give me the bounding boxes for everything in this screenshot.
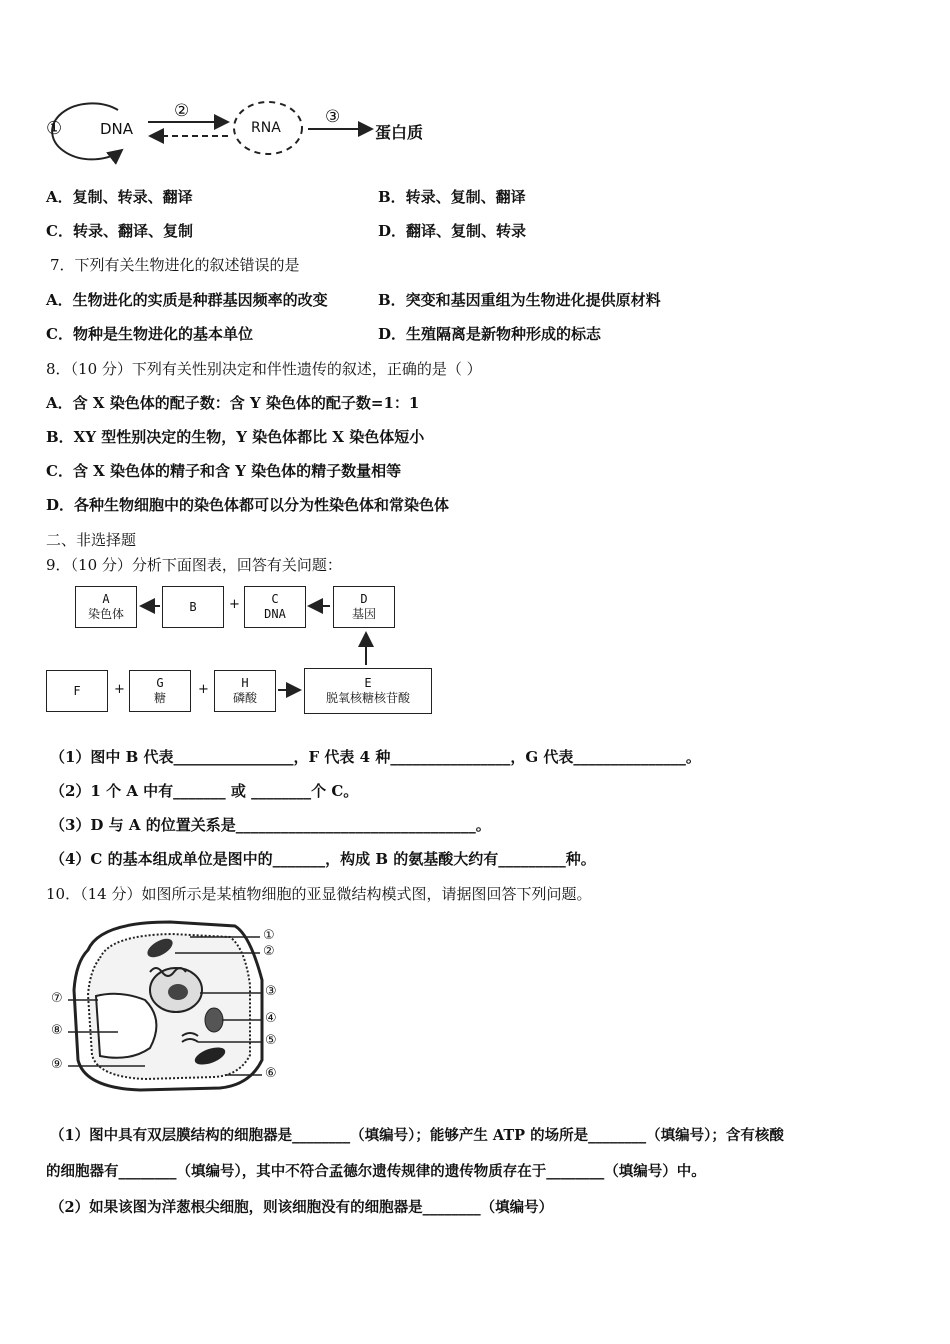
q8-option-a: A．含 X 染色体的配子数：含 Y 染色体的配子数=1：1 [46,394,420,412]
cell-label-3: ③ [265,984,277,999]
q6-option-b: B．转录、复制、翻译 [378,188,526,206]
cell-label-9: ⑨ [51,1057,63,1072]
cell-label-7: ⑦ [51,991,63,1006]
q7-option-c: C．物种是生物进化的基本单位 [46,325,253,343]
section-heading: 二、非选择题 [46,531,137,549]
q8-option-d: D．各种生物细胞中的染色体都可以分为性染色体和常染色体 [46,496,450,514]
cell-label-5: ⑤ [265,1033,277,1048]
box-h-letter: H [241,676,249,690]
q8-option-c: C．含 X 染色体的精子和含 Y 染色体的精子数量相等 [46,462,402,480]
cell-label-4: ④ [265,1011,277,1026]
box-d-text: 基因 [351,607,376,621]
q8-option-b: B．XY 型性别决定的生物，Y 染色体都比 X 染色体短小 [46,428,425,446]
box-f-letter: F [73,683,81,698]
box-e-letter: E [364,676,372,690]
box-b-letter: B [189,599,197,614]
plus-sign: + [229,597,240,612]
box-a-letter: A [102,592,110,606]
q10-part2: （2）如果该图为洋葱根尖细胞，则该细胞没有的细胞器是________（填编号） [50,1199,554,1216]
box-d-letter: D [360,592,368,606]
q9-part2: （2）1 个 A 中有_______ 或 ________个 C。 [50,782,359,800]
box-e-text: 脱氧核糖核苷酸 [325,691,410,705]
step3-marker: ③ [325,107,341,127]
box-g-text: 糖 [153,691,166,705]
plus-sign: + [114,682,125,697]
q6-option-d: D．翻译、复制、转录 [378,222,527,240]
cell-label-6: ⑥ [265,1066,277,1081]
q7-option-b: B．突变和基因重组为生物进化提供原材料 [378,291,661,309]
step1-marker: ① [46,118,63,139]
q9-part3: （3）D 与 A 的位置关系是________________________________。 [50,816,491,834]
q6-option-a: A．复制、转录、翻译 [46,188,193,206]
q9-part1: （1）图中 B 代表________________，F 代表 4 种________________，G 代表_______________。 [50,748,701,766]
plus-sign: + [198,682,209,697]
cell-label-1: ① [263,928,275,943]
protein-label: 蛋白质 [375,123,424,142]
q10-part1-line1: （1）图中具有双层膜结构的细胞器是________（填编号）；能够产生 ATP 的场所是________（填编号）；含有核酸 [50,1127,784,1144]
q9-part4: （4）C 的基本组成单位是图中的_______，构成 B 的氨基酸大约有_________种。 [50,850,596,868]
q8-stem: 8．（10 分）下列有关性别决定和伴性遗传的叙述，正确的是（ ） [46,360,482,378]
box-h-text: 磷酸 [232,691,257,705]
box-c-letter: C [271,592,279,606]
cell-label-8: ⑧ [51,1023,63,1038]
step2-marker: ② [174,101,190,121]
q7-option-d: D．生殖隔离是新物种形成的标志 [378,325,602,343]
box-g-letter: G [156,676,164,690]
q7-option-a: A．生物进化的实质是种群基因频率的改变 [46,291,328,309]
q10-part1-line2: 的细胞器有________（填编号），其中不符合孟德尔遗传规律的遗传物质存在于________（填编号）中。 [46,1163,706,1180]
cell-label-2: ② [263,944,275,959]
box-a-text: 染色体 [87,607,124,621]
q7-stem: 7．下列有关生物进化的叙述错误的是 [50,256,300,274]
q9-stem: 9．（10 分）分析下面图表，回答有关问题： [46,556,342,574]
q10-stem: 10．（14 分）如图所示是某植物细胞的亚显微结构模式图，请据图回答下列问题。 [46,885,592,903]
q6-option-c: C．转录、翻译、复制 [46,222,193,240]
dna-label: DNA [100,120,134,138]
rna-label: RNA [251,120,281,136]
box-c-text: DNA [264,607,286,621]
